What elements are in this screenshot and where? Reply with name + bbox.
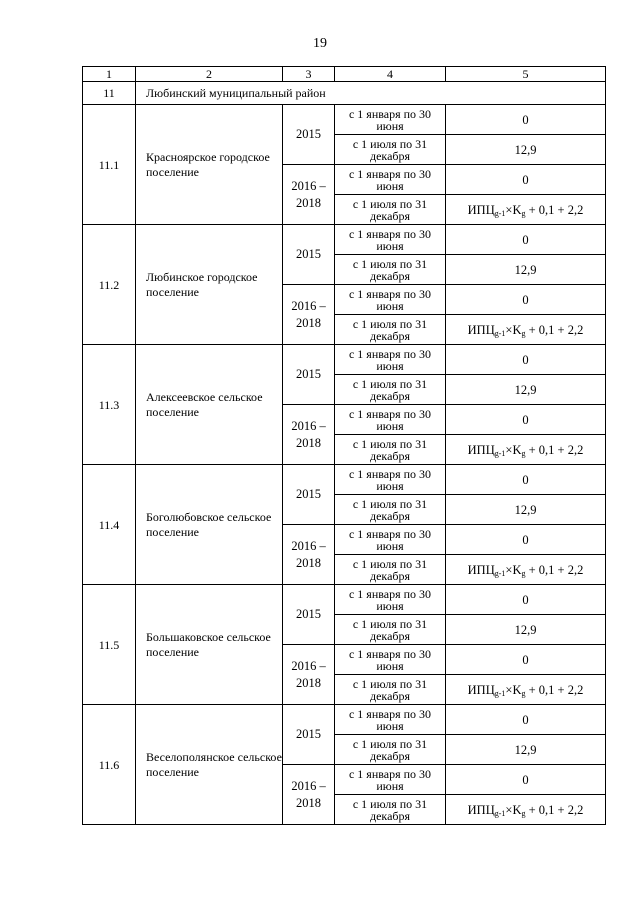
settlement-number: 11.5 bbox=[83, 585, 136, 705]
index-value: $ИПЦ_{g-1}\times K_g + 0,1 + 2,2$ bbox=[446, 435, 606, 465]
date-range: с 1 июля по 31 декабря bbox=[335, 495, 446, 525]
header-cell-1: 1 bbox=[83, 67, 136, 82]
date-range: с 1 июля по 31 декабря bbox=[335, 675, 446, 705]
table-row bbox=[83, 705, 606, 735]
date-range: с 1 января по 30 июня bbox=[335, 165, 446, 195]
index-value: 0 bbox=[446, 765, 606, 795]
tariff-table bbox=[82, 66, 606, 825]
date-range: с 1 июля по 31 декабря bbox=[335, 795, 446, 825]
year-period: 2016 – 2018 bbox=[283, 765, 335, 825]
date-range: с 1 января по 30 июня bbox=[335, 405, 446, 435]
date-range: с 1 января по 30 июня bbox=[335, 705, 446, 735]
date-range: с 1 июля по 31 декабря bbox=[335, 255, 446, 285]
settlement-name: Алексеевское сельское поселение bbox=[136, 345, 283, 465]
date-range: с 1 января по 30 июня bbox=[335, 765, 446, 795]
date-range: с 1 июля по 31 декабря bbox=[335, 555, 446, 585]
settlement-number: 11.4 bbox=[83, 465, 136, 585]
table-row bbox=[83, 345, 606, 375]
date-range: с 1 января по 30 июня bbox=[335, 345, 446, 375]
table-row bbox=[83, 585, 606, 615]
index-value: 0 bbox=[446, 345, 606, 375]
year-period: 2016 – 2018 bbox=[283, 285, 335, 345]
index-value: $ИПЦ_{g-1}\times K_g + 0,1 + 2,2$ bbox=[446, 675, 606, 705]
date-range: с 1 июля по 31 декабря bbox=[335, 435, 446, 465]
table-row bbox=[83, 225, 606, 255]
date-range: с 1 января по 30 июня bbox=[335, 105, 446, 135]
index-value: 12,9 bbox=[446, 255, 606, 285]
year-period: 2015 bbox=[283, 585, 335, 645]
header-cell-4: 4 bbox=[335, 67, 446, 82]
header-cell-2: 2 bbox=[136, 67, 283, 82]
date-range: с 1 июля по 31 декабря bbox=[335, 735, 446, 765]
year-period: 2016 – 2018 bbox=[283, 525, 335, 585]
settlement-name: Большаковское сельское поселение bbox=[136, 585, 283, 705]
settlement-number: 11.3 bbox=[83, 345, 136, 465]
year-period: 2016 – 2018 bbox=[283, 405, 335, 465]
region-row bbox=[83, 82, 606, 105]
header-cell-3: 3 bbox=[283, 67, 335, 82]
index-value: 0 bbox=[446, 585, 606, 615]
year-period: 2015 bbox=[283, 105, 335, 165]
index-value: 0 bbox=[446, 165, 606, 195]
date-range: с 1 июля по 31 декабря bbox=[335, 615, 446, 645]
date-range: с 1 января по 30 июня bbox=[335, 225, 446, 255]
index-value: 0 bbox=[446, 645, 606, 675]
year-period: 2015 bbox=[283, 465, 335, 525]
date-range: с 1 января по 30 июня bbox=[335, 525, 446, 555]
index-value: 0 bbox=[446, 105, 606, 135]
region-name: Любинский муниципальный район bbox=[136, 82, 606, 105]
page-number: 19 bbox=[313, 36, 327, 51]
year-period: 2015 bbox=[283, 705, 335, 765]
date-range: с 1 января по 30 июня bbox=[335, 645, 446, 675]
year-period: 2015 bbox=[283, 345, 335, 405]
index-value: 0 bbox=[446, 285, 606, 315]
index-value: 0 bbox=[446, 405, 606, 435]
index-value: $ИПЦ_{g-1}\times K_g + 0,1 + 2,2$ bbox=[446, 555, 606, 585]
index-value: $ИПЦ_{g-1}\times K_g + 0,1 + 2,2$ bbox=[446, 315, 606, 345]
header-row bbox=[83, 67, 606, 82]
settlement-name: Боголюбовское сельское поселение bbox=[136, 465, 283, 585]
settlement-number: 11.6 bbox=[83, 705, 136, 825]
date-range: с 1 июля по 31 декабря bbox=[335, 315, 446, 345]
region-number: 11 bbox=[83, 82, 136, 105]
settlement-number: 11.1 bbox=[83, 105, 136, 225]
header-cell-5: 5 bbox=[446, 67, 606, 82]
index-value: 12,9 bbox=[446, 735, 606, 765]
year-period: 2016 – 2018 bbox=[283, 645, 335, 705]
table-row bbox=[83, 105, 606, 135]
index-value: 0 bbox=[446, 705, 606, 735]
settlement-name: Веселополянское сельское поселение bbox=[136, 705, 283, 825]
index-value: 12,9 bbox=[446, 615, 606, 645]
settlement-name: Любинское городское поселение bbox=[136, 225, 283, 345]
index-value: $ИПЦ_{g-1}\times K_g + 0,1 + 2,2$ bbox=[446, 195, 606, 225]
table-row bbox=[83, 465, 606, 495]
index-value: 0 bbox=[446, 465, 606, 495]
year-period: 2016 – 2018 bbox=[283, 165, 335, 225]
date-range: с 1 января по 30 июня bbox=[335, 285, 446, 315]
settlement-name: Красноярское городское поселение bbox=[136, 105, 283, 225]
index-value: 12,9 bbox=[446, 375, 606, 405]
index-value: $ИПЦ_{g-1}\times K_g + 0,1 + 2,2$ bbox=[446, 795, 606, 825]
index-value: 0 bbox=[446, 225, 606, 255]
settlement-number: 11.2 bbox=[83, 225, 136, 345]
year-period: 2015 bbox=[283, 225, 335, 285]
date-range: с 1 января по 30 июня bbox=[335, 585, 446, 615]
index-value: 12,9 bbox=[446, 135, 606, 165]
index-value: 0 bbox=[446, 525, 606, 555]
date-range: с 1 июля по 31 декабря bbox=[335, 375, 446, 405]
index-value: 12,9 bbox=[446, 495, 606, 525]
date-range: с 1 июля по 31 декабря bbox=[335, 135, 446, 165]
date-range: с 1 июля по 31 декабря bbox=[335, 195, 446, 225]
table-body bbox=[83, 67, 606, 825]
date-range: с 1 января по 30 июня bbox=[335, 465, 446, 495]
